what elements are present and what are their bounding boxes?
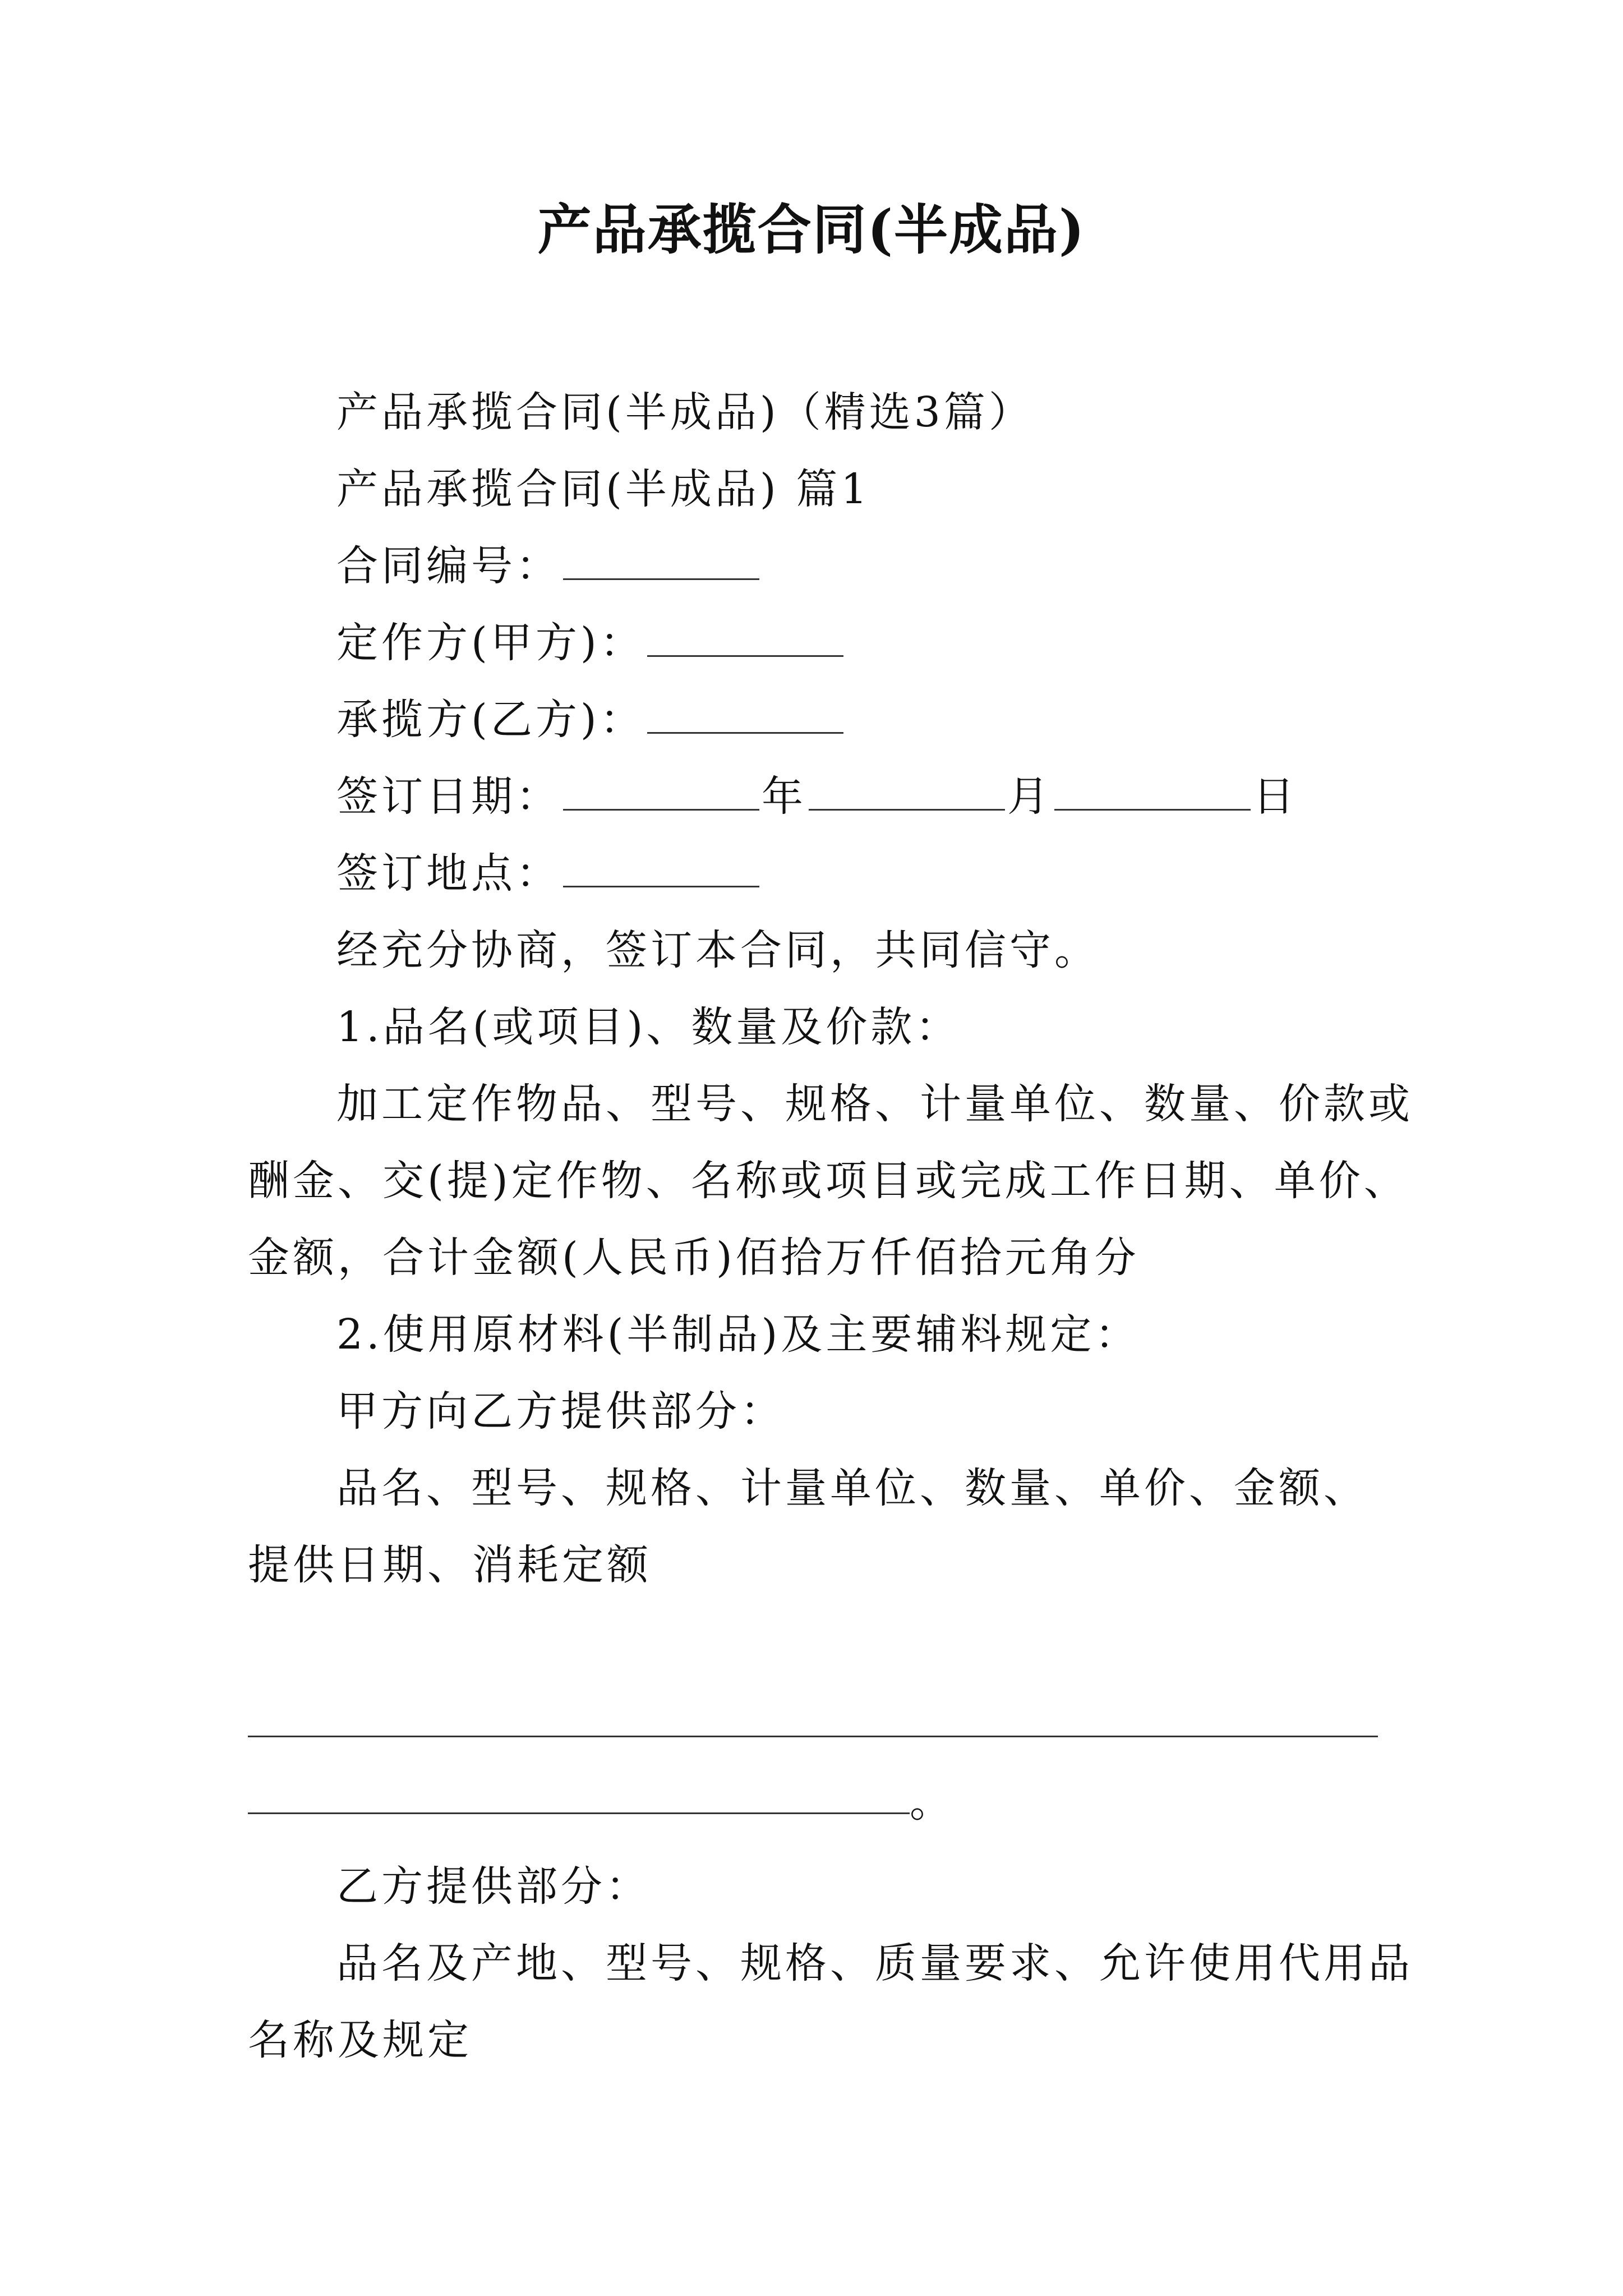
party-a-supply-line-2: 提供日期、消耗定额 [248,1541,652,1589]
item1-line-1: 加工定作物品、型号、规格、计量单位、数量、价款或 [336,1080,1413,1128]
fill-in-period: 。 [910,1778,951,1826]
fill-in-line-2 [248,1812,910,1814]
section-heading: 产品承揽合同(半成品) 篇1 [336,465,871,513]
contract-number-label: 合同编号： [336,542,561,590]
party-a-supply-label: 甲方向乙方提供部分： [336,1387,785,1435]
document-title: 产品承揽合同(半成品) [537,198,1086,261]
party-a-label: 定作方(甲方)： [336,619,645,667]
party-a-blank [647,620,843,657]
party-a-row [336,612,846,674]
sign-date-row [336,766,1298,827]
sign-date-label: 签订日期： [336,772,561,821]
day-unit: 日 [1253,772,1298,821]
fill-in-line-1 [248,1736,1378,1737]
item1-line-2: 酬金、交(提)定作物、名称或项目或完成工作日期、单价、 [248,1157,1409,1205]
item2-heading: 2.使用原材料(半制品)及主要辅料规定： [336,1310,1140,1359]
party-a-supply-line-1: 品名、型号、规格、计量单位、数量、单价、金额、 [336,1464,1368,1512]
item1-heading: 1.品名(或项目)、数量及价款： [336,1003,961,1051]
sign-place-row [336,843,762,904]
year-blank [563,774,759,811]
month-blank [809,774,1005,811]
party-b-label: 承揽方(乙方)： [336,696,645,744]
contract-number-blank [563,544,759,580]
contract-number-row [336,535,762,597]
year-unit: 年 [762,772,806,821]
party-b-row [336,689,846,751]
sign-place-label: 签订地点： [336,849,561,898]
month-unit: 月 [1007,772,1052,821]
party-b-supply-line-1: 品名及产地、型号、规格、质量要求、允许使用代用品 [336,1939,1413,1987]
party-b-supply-line-2: 名称及规定 [248,2016,472,2064]
intro-paragraph: 经充分协商，签订本合同，共同信守。 [336,926,1099,974]
party-b-blank [647,697,843,734]
sign-place-blank [563,851,759,887]
item1-line-3: 金额，合计金额(人民币)佰拾万仟佰拾元角分 [248,1234,1140,1282]
party-b-supply-label: 乙方提供部分： [336,1862,651,1911]
document-subtitle: 产品承揽合同(半成品)（精选3篇） [336,388,1034,436]
day-blank [1054,774,1251,811]
